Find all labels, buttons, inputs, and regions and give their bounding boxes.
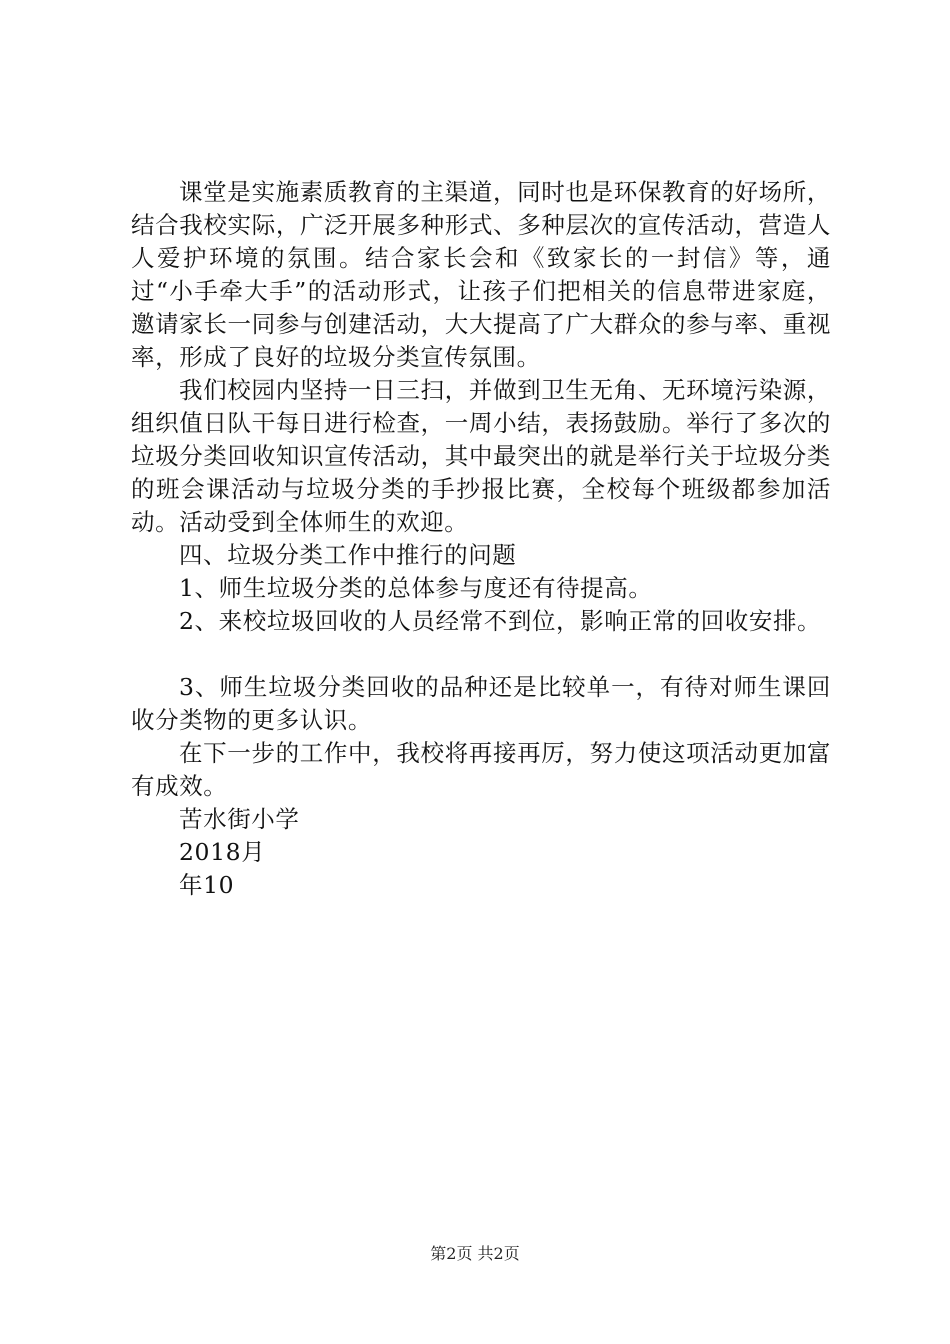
signature-school: 苦水街小学 <box>179 805 300 833</box>
list-item: 3、师生垃圾分类回收的品种还是比较单一，有待对师生课回收分类物的更多认识。 <box>131 673 831 734</box>
signature-year: 2018月 <box>179 838 266 866</box>
signature-month: 年10 <box>179 871 235 899</box>
page-footer: 第2页 共2页 <box>430 1244 520 1263</box>
paragraph-classroom-education: 课堂是实施素质教育的主渠道，同时也是环保教育的好场所，结合我校实际，广泛开展多种形式、多种层次的宣传活动，营造人人爱护环境的氛围。结合家长会和《致家长的一封信》等，通过“小手牵大手”的活动形式，让孩子们把相关的信息带进家庭，邀请家长一同参与创建活动，大大提高了广大群众的参与率、重视率，形成了良好的垃圾分类宣传氛围。 <box>131 178 831 371</box>
list-item: 1、师生垃圾分类的总体参与度还有待提高。 <box>179 574 653 602</box>
paragraph-campus-cleaning: 我们校园内坚持一日三扫，并做到卫生无角、无环境污染源，组织值日队干每日进行检查，一周小结，表扬鼓励。举行了多次的垃圾分类回收知识宣传活动，其中最突出的就是举行关于垃圾分类的班会课活动与垃圾分类的手抄报比赛，全校每个班级都参加活动。活动受到全体师生的欢迎。 <box>131 376 831 536</box>
list-item: 2、来校垃圾回收的人员经常不到位，影响正常的回收安排。 <box>179 607 822 635</box>
paragraph-closing: 在下一步的工作中，我校将再接再厉，努力使这项活动更加富有成效。 <box>131 739 831 800</box>
document-body <box>131 176 831 902</box>
spacer <box>131 638 831 671</box>
section-heading: 四、垃圾分类工作中推行的问题 <box>179 541 517 569</box>
